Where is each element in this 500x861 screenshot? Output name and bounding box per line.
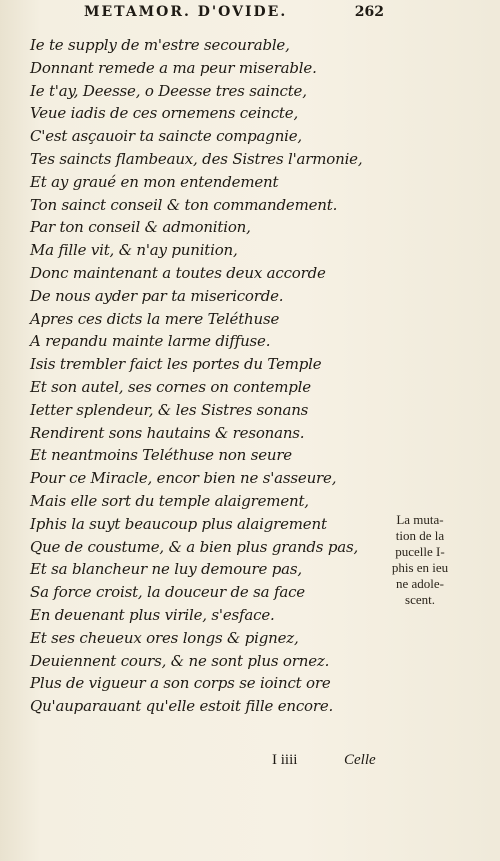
margin-note bbox=[380, 512, 460, 608]
verse-line: Et neantmoins Teléthuse non seure bbox=[30, 446, 292, 465]
verse-line: Apres ces dicts la mere Teléthuse bbox=[30, 309, 280, 328]
verse-line: Iphis la suyt beaucoup plus alaigrement bbox=[30, 514, 327, 533]
verse-line: De nous ayder par ta misericorde. bbox=[30, 286, 284, 305]
verse-line: Par ton conseil & admonition, bbox=[30, 218, 251, 237]
catchword: Celle bbox=[344, 752, 376, 768]
margin-note-line: La muta- bbox=[396, 512, 444, 527]
verse-line: Et son autel, ses cornes on contemple bbox=[30, 377, 311, 396]
verse-line: Qu'auparauant qu'elle estoit fille encore. bbox=[30, 697, 334, 716]
page-footer bbox=[0, 752, 500, 776]
verse-line: A repandu mainte larme diffuse. bbox=[30, 332, 271, 351]
verse-line: Deuiennent cours, & ne sont plus ornez. bbox=[30, 651, 330, 670]
verse-line: Mais elle sort du temple alaigrement, bbox=[30, 491, 309, 510]
verse-line: Et ay graué en mon entendement bbox=[30, 172, 279, 191]
verse-text bbox=[30, 34, 390, 718]
verse-line: Rendirent sons hautains & resonans. bbox=[30, 423, 305, 442]
margin-note-line: pucelle I- bbox=[395, 544, 445, 559]
running-title: METAMOR. D'OVIDE. bbox=[84, 4, 288, 20]
verse-line: Ton sainct conseil & ton commandement. bbox=[30, 195, 338, 214]
page-header bbox=[0, 4, 500, 26]
verse-line: Donnant remede a ma peur miserable. bbox=[30, 58, 317, 77]
verse-line: Isis trembler faict les portes du Temple bbox=[30, 355, 322, 374]
margin-note-line: ne adole- bbox=[395, 576, 444, 591]
verse-line: Ietter splendeur, & les Sistres sonans bbox=[30, 400, 309, 419]
verse-line: Et sa blancheur ne luy demoure pas, bbox=[30, 560, 302, 579]
verse-line: Sa force croist, la douceur de sa face bbox=[30, 583, 305, 602]
margin-note-line: scent. bbox=[405, 592, 435, 607]
page-number: 262 bbox=[354, 4, 384, 20]
verse-line: Tes saincts flambeaux, des Sistres l'armonie, bbox=[30, 149, 363, 168]
verse-line: Ma fille vit, & n'ay punition, bbox=[30, 241, 238, 260]
signature-mark: I iiii bbox=[272, 752, 298, 768]
verse-line: Plus de vigueur a son corps se ioinct ore bbox=[30, 674, 331, 693]
verse-line: Et ses cheueux ores longs & pignez, bbox=[30, 628, 299, 647]
verse-line: Donc maintenant a toutes deux accorde bbox=[30, 263, 326, 282]
verse-line: Ie t'ay, Deesse, o Deesse tres saincte, bbox=[30, 81, 307, 100]
verse-line: C'est asçauoir ta saincte compagnie, bbox=[30, 127, 302, 146]
margin-note-line: phis en ieu bbox=[391, 560, 449, 575]
verse-line: Veue iadis de ces ornemens ceincte, bbox=[30, 104, 299, 123]
verse-line: Pour ce Miracle, encor bien ne s'asseure, bbox=[30, 469, 337, 488]
verse-line: Ie te supply de m'estre secourable, bbox=[30, 36, 290, 54]
verse-line: En deuenant plus virile, s'esface. bbox=[30, 605, 275, 624]
verse-line: Que de coustume, & a bien plus grands pas, bbox=[30, 537, 359, 556]
margin-note-line: tion de la bbox=[395, 528, 445, 543]
